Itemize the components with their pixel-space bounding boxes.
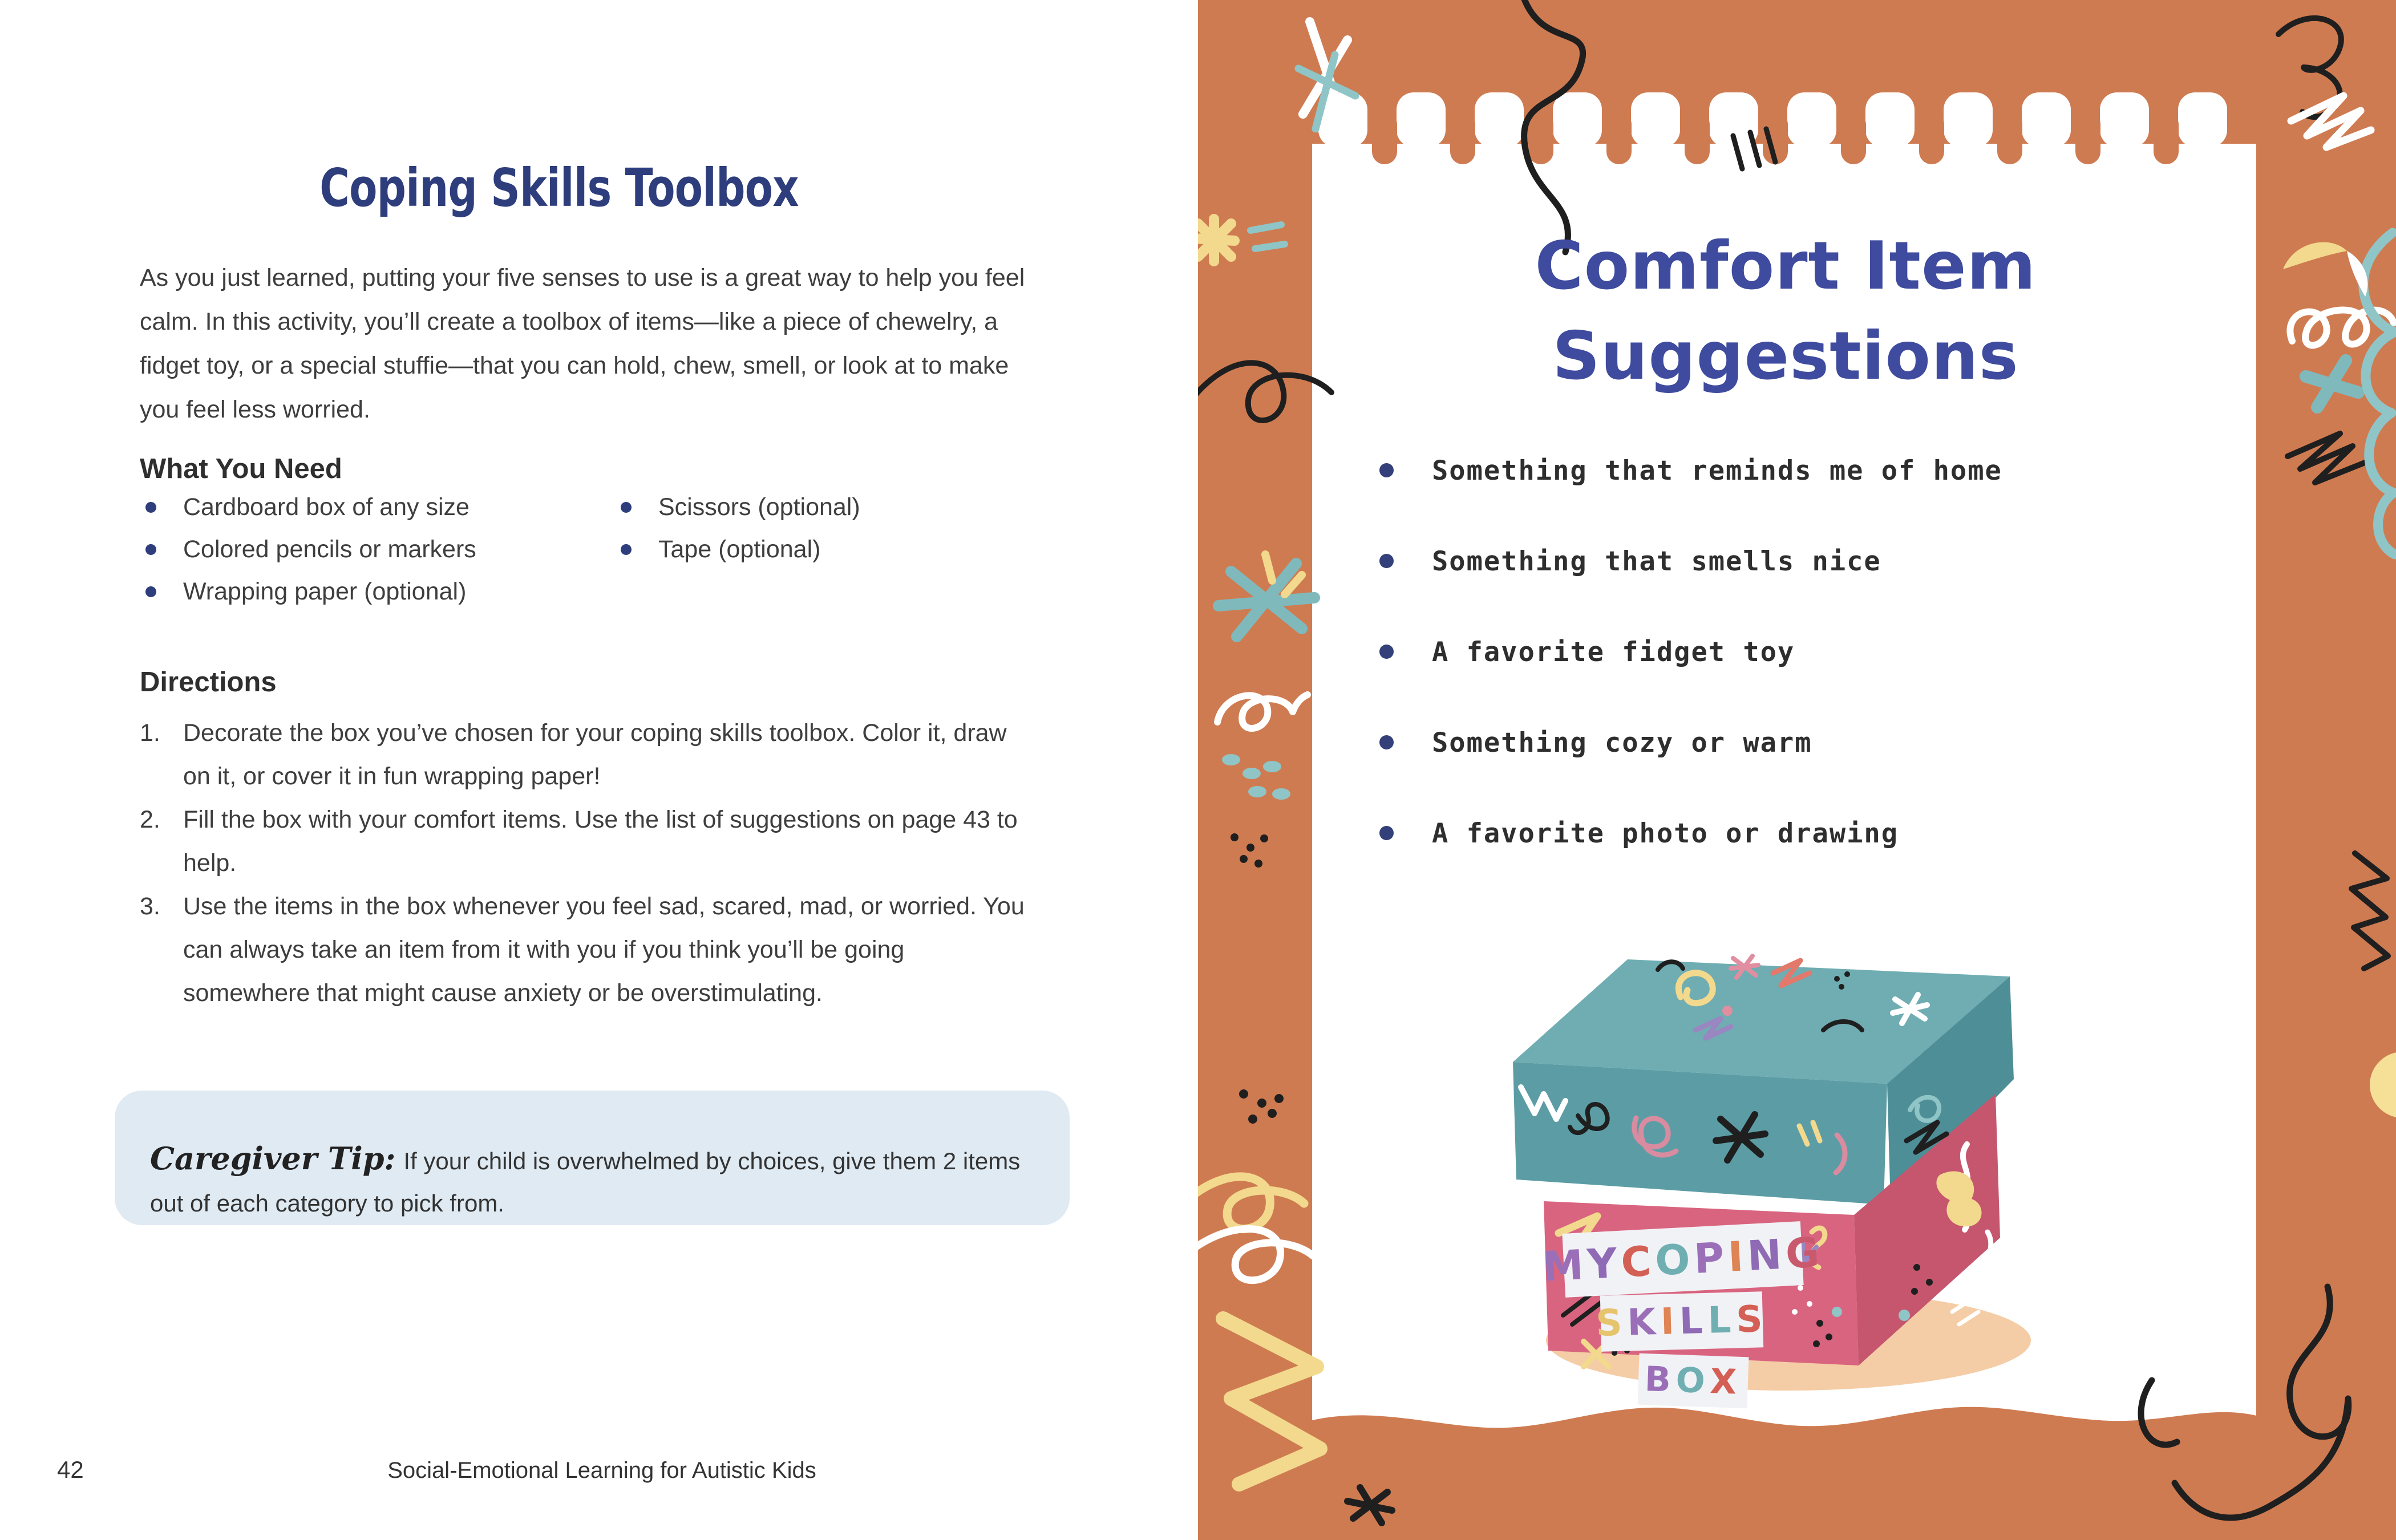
need-item	[615, 486, 1026, 528]
direction-step	[140, 885, 1030, 1015]
box-label-line1: M Y C O P I N G	[1562, 1221, 1803, 1298]
need-item	[140, 486, 613, 528]
notepad-title-line2: Suggestions	[1552, 318, 2019, 395]
bullet-dot-icon	[1379, 735, 1394, 749]
bullet-dot-icon	[1379, 463, 1394, 477]
suggestion-label: Something cozy or warm	[1432, 727, 1812, 759]
bullet-dot-icon	[621, 544, 632, 555]
what-you-need-heading: What You Need	[140, 453, 342, 484]
notepad-title-line1: Comfort Item	[1535, 228, 2037, 305]
box-label-line3: B O X	[1637, 1353, 1749, 1409]
running-footer-left: Social-Emotional Learning for Autistic Kids	[387, 1458, 816, 1483]
suggestion-item	[1432, 454, 2002, 545]
page-43	[1198, 0, 2396, 1540]
caregiver-tip-text	[150, 1137, 1034, 1225]
need-item-label: Cardboard box of any size	[183, 493, 470, 521]
step-text: Fill the box with your comfort items. Use the list of suggestions on page 43 to help.	[183, 806, 1018, 877]
what-you-need-column-1	[140, 486, 613, 613]
coping-skills-box-illustration	[1513, 956, 2031, 1391]
suggestion-item	[1432, 635, 2002, 726]
directions-heading: Directions	[140, 666, 277, 698]
directions-list	[140, 711, 1030, 1015]
step-number: 2.	[140, 806, 160, 833]
bullet-dot-icon	[1379, 826, 1394, 840]
bullet-dot-icon	[145, 502, 156, 513]
need-item-label: Scissors (optional)	[658, 493, 860, 521]
need-item-label: Tape (optional)	[658, 536, 821, 563]
page-number-left: 42	[57, 1456, 84, 1483]
suggestion-item	[1432, 817, 2002, 907]
suggestion-label: A favorite fidget toy	[1432, 637, 1795, 668]
activity-title: Coping Skills Toolbox	[319, 157, 799, 218]
suggestion-label: A favorite photo or drawing	[1432, 818, 1899, 849]
need-item-label: Colored pencils or markers	[183, 536, 476, 563]
bullet-dot-icon	[1379, 645, 1394, 659]
suggestion-label: Something that smells nice	[1432, 546, 1881, 577]
need-item-label: Wrapping paper (optional)	[183, 578, 467, 605]
suggestion-label: Something that reminds me of home	[1432, 455, 2002, 487]
caregiver-tip-label: Caregiver Tip:	[150, 1140, 396, 1177]
need-item	[140, 570, 613, 613]
step-text: Decorate the box you’ve chosen for your coping skills toolbox. Color it, draw on it, or cover it in fun wrapping paper!	[183, 719, 1007, 790]
caregiver-tip-box	[115, 1091, 1070, 1225]
step-number: 1.	[140, 719, 160, 747]
what-you-need-column-2	[615, 486, 1026, 570]
need-item	[140, 528, 613, 570]
caregiver-tip-body: If your child is overwhelmed by choices, give them 2 items out of each category to pick from.	[150, 1148, 1021, 1217]
step-text: Use the items in the box whenever you feel sad, scared, mad, or worried. You can always take an item from it with you if you think you’ll be going somewhere that might cause anxiety or be overstimulating.	[183, 893, 1025, 1007]
box-label-line2: S K I L L S	[1600, 1291, 1763, 1351]
suggestion-item	[1432, 545, 2002, 635]
suggestion-item	[1432, 726, 2002, 817]
bullet-dot-icon	[145, 586, 156, 597]
bullet-dot-icon	[621, 502, 632, 513]
bullet-dot-icon	[145, 544, 156, 555]
intro-paragraph: As you just learned, putting your five senses to use is a great way to help you feel calm. In this activity, you’ll create a toolbox of items—like a piece of chewelry, a fidget toy, or a special stuffie—that you can hold, chew, smell, or look at to make you feel less worried.	[140, 264, 1025, 423]
need-item	[615, 528, 1026, 570]
direction-step	[140, 711, 1030, 798]
direction-step	[140, 798, 1030, 885]
notepad-title	[1341, 221, 2231, 402]
step-number: 3.	[140, 893, 160, 920]
bullet-dot-icon	[1379, 554, 1394, 568]
comfort-item-list	[1432, 454, 2002, 907]
